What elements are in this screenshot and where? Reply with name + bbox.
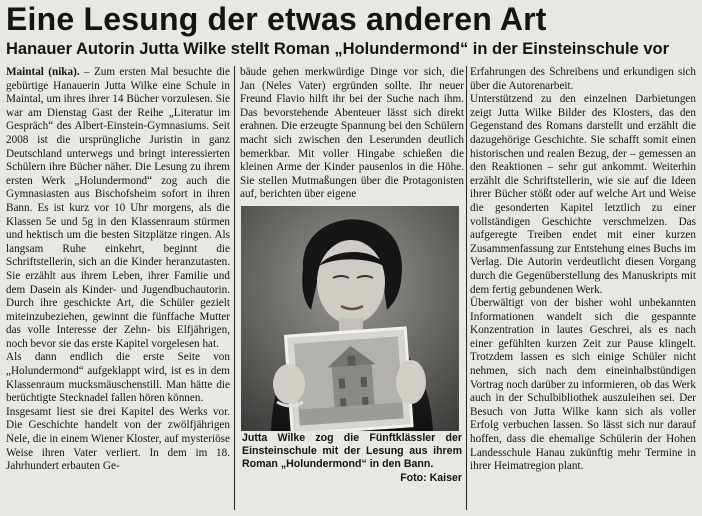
paragraph-text: – Zum ersten Mal besuchte die gebürtige Hanauerin Jutta Wilke eine Schule in Maintal, um ihres ihrer 14 Bücher vorzulesen. Sie war am Dienstag Gast der Reihe „Literatur im Gespräch“ des Albert-Einstein-Gymnasiums. Seit 2008 ist die ursprüngliche Juristin in ganz Deutschland unterwegs und bringt interessierten Schülern ihre Bücher näher. Die Lesung zu ihrem ersten Werk „Holundermond“ zog auch die Gymnasiasten aus Bischofsheim sofort in ihren Bann. Es ist kurz vor 10 Uhr morgens, als die Klassen 5e und 5g in den Klassenraum stürmen und hektisch um die besten Sitzplätze ringen. Als langsam Ruhe einkehrt, beginnt die Schriftstellerin, sich an die Kinder heranzutasten. Sie erzählt aus ihrem Leben, ihrer Familie und dem Dasein als Kinder- und Jugendbuchautorin. Durch ihre geschickte Art, die Schüler gezielt miteinzubeziehen, gewinnt die fünffache Mutter das volle Interesse der Zehn- bis Elfjährigen, noch bevor sie das erste Kapitel vorgelesen hat. xyxy=(6,66,230,350)
photo-credit: Foto: Kaiser xyxy=(400,471,462,484)
article-column-2 xyxy=(240,66,464,210)
article-paragraph: bäude gehen merkwürdige Dinge vor sich, die Jan (Neles Vater) ergründen sollte. Ihr neuer Freund Flavio hilft ihr bei der Suche nach ihm. Das bevorstehende Abenteuer lässt sich direkt erahnen. Die erzeugte Spannung bei den Schülern macht sich zwischen den Leserunden deutlich bemerkbar. Mit voller Hingabe schießen die kleinen Arme der Kinder pausenlos in die Höhe. Sie stellen Mutmaßungen über die Protagonisten auf, berichten über eigene xyxy=(240,66,464,201)
article-paragraph: Überwältigt von der bisher wohl unbekannten Informationen wandelt sich die gespannte Konzentration in lautes Geschrei, als es nach einer gefühlten kurzen Zeit zur Pause klingelt. Trotzdem lassen es sich einige Schüler nicht nehmen, sich nach dem eineinhalbstündigen Vortrag noch darüber zu informieren, ob das Werk auch in der Schulbibliothek auszuleihen sei. Der Besuch von Jutta Wilke kann sich als voller Erfolg verbuchen lassen. So lässt sich nur darauf hoffen, dass die ehemalige Schülerin der Hohen Landesschule Hanau zukünftig mehr Termine in ihrer Heimatregion plant. xyxy=(470,297,696,473)
article-column-3 xyxy=(470,66,696,514)
dateline: Maintal (nika). xyxy=(6,66,80,78)
article-paragraph: Erfahrungen des Schreibens und erkundigen sich über die Autorenarbeit. xyxy=(470,66,696,92)
column-divider xyxy=(466,66,467,510)
caption-text: Jutta Wilke zog die Fünftklässler der Einsteinschule mit der Lesung aus ihrem Roman „Holundermond“ in den Bann. xyxy=(242,432,462,471)
column-divider xyxy=(234,66,235,510)
article-paragraph xyxy=(6,66,230,351)
headline: Eine Lesung der etwas anderen Art xyxy=(6,1,547,37)
article-paragraph: Unterstützend zu den einzelnen Darbietungen zeigt Jutta Wilke Bilder des Klosters, das den Gegenstand des Romans darstellt und erzählt die dazugehörige Geschichte. Sie schafft somit einen historischen und realen Bezug, der – gemessen an den Reaktionen – sehr gut ankommt. Weiterhin erzählt die Schriftstellerin, wie sie auf die Ideen ihrer Bücher stößt oder auf welche Art und Weise die gesonderten Kapitel letztlich zu einer vollständigen Geschichte verschmelzen. Das aufgeregte Treiben endet mit einer kurzen Zusammenfassung zur Entstehung eines Buchs im Verlag. Die Autorin verdeutlicht diesen Vorgang durch die Gegenüberstellung des Manuskripts mit dem fertig gebundenen Werk. xyxy=(470,93,696,296)
article-paragraph: Insgesamt liest sie drei Kapitel des Werks vor. Die Geschichte handelt von der zwölfjährigen Nele, die in einem Wiener Kloster, auf mysteriöse Weise ihren Vater verliert. In dem im 18. Jahrhundert erbauten Ge- xyxy=(6,405,230,473)
author-photo xyxy=(241,206,459,431)
article-column-1 xyxy=(6,66,230,514)
subheadline: Hanauer Autorin Jutta Wilke stellt Roman „Holundermond“ in der Einsteinschule vor xyxy=(6,40,669,58)
author-photo-drawing xyxy=(241,206,459,431)
article-paragraph: Als dann endlich die erste Seite von „Holundermond“ aufgeklappt wird, ist es in dem Klassenraum mucksmäuschenstill. Man hätte die berüchtigte Stecknadel fallen hören können. xyxy=(6,351,230,405)
photo-caption xyxy=(242,432,462,485)
